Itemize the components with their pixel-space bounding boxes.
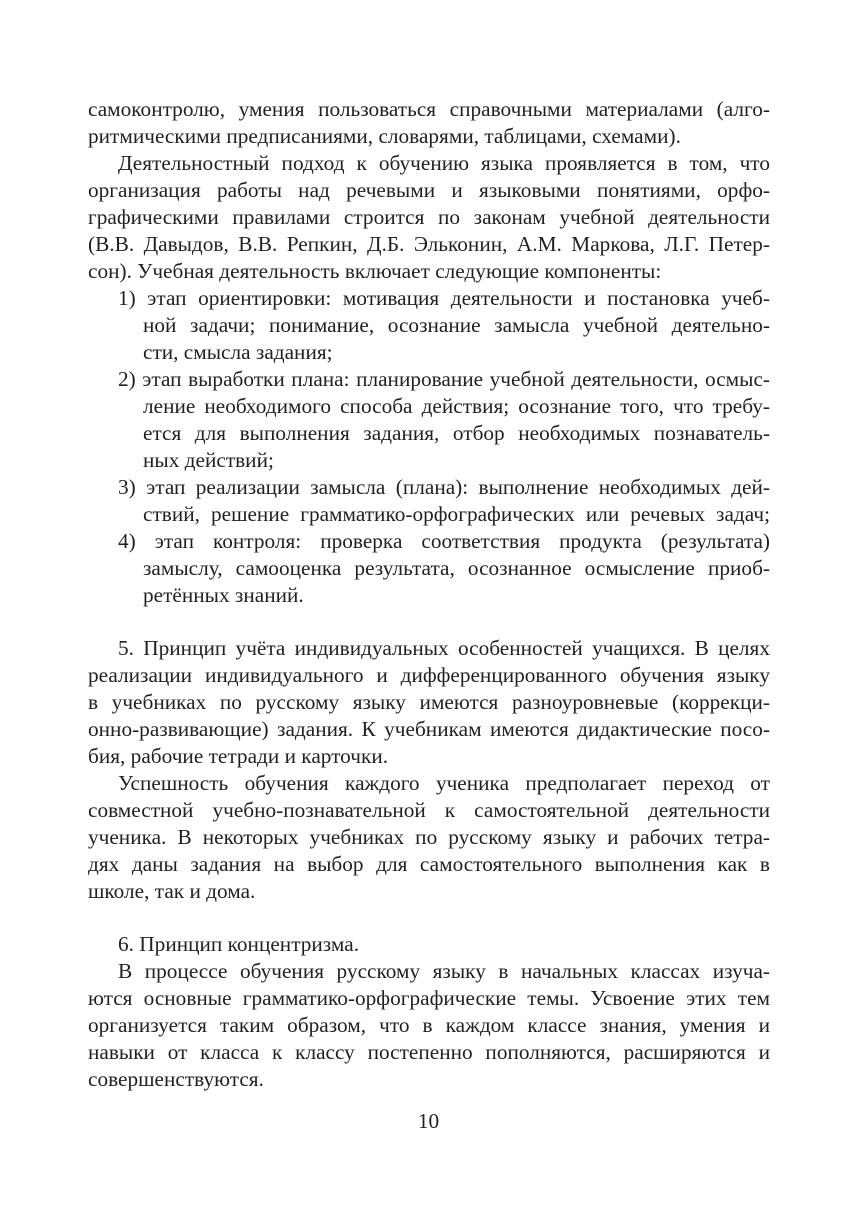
- text-line: сон). Учебная деятельность включает следующие компоненты:: [88, 259, 662, 283]
- text-line: 6. Принцип концентризма.: [118, 932, 360, 956]
- text-line: организуется таким образом, что в каждом классе знания, умения и: [88, 1013, 770, 1037]
- text-line: дях даны задания на выбор для самостоятельного выполнения как в: [88, 852, 770, 876]
- page-number: 10: [417, 1109, 440, 1133]
- text-line: ных действий;: [143, 448, 274, 472]
- list-item: [88, 366, 770, 474]
- section-gap: [88, 905, 770, 931]
- text-line: Успешность обучения каждого ученика предполагает переход от: [118, 771, 770, 795]
- list-item: [88, 285, 770, 366]
- text-line: замыслу, самооценка результата, осознанное осмысление приоб-: [143, 556, 770, 580]
- text-line: навыки от класса к классу постепенно пополняются, расширяются и: [88, 1040, 770, 1064]
- page-body: [88, 96, 770, 1093]
- paragraph: [88, 635, 770, 770]
- section-heading: [88, 931, 770, 958]
- text-line: 3) этап реализации замысла (плана): выполнение необходимых дей-: [118, 475, 770, 499]
- text-line: в учебниках по русскому языку имеются разноуровневые (коррекци-: [88, 690, 770, 714]
- text-line: 5. Принцип учёта индивидуальных особенностей учащихся. В целях: [118, 636, 770, 660]
- text-line: 4) этап контроля: проверка соответствия продукта (результата): [118, 529, 770, 553]
- text-line: школе, так и дома.: [88, 879, 256, 903]
- text-line: ритмическими предписаниями, словарями, таблицами, схемами).: [88, 124, 681, 148]
- text-line: бия, рабочие тетради и карточки.: [88, 744, 389, 768]
- text-line: ной задачи; понимание, осознание замысла учебной деятельно-: [143, 313, 770, 337]
- paragraph: [88, 770, 770, 905]
- text-line: ется для выполнения задания, отбор необходимых познаватель-: [143, 421, 770, 445]
- text-line: реализации индивидуального и дифференцированного обучения языку: [88, 663, 770, 687]
- text-line: (В.В. Давыдов, В.В. Репкин, Д.Б. Эльконин, А.М. Маркова, Л.Г. Петер-: [88, 232, 770, 256]
- text-line: 2) этап выработки плана: планирование учебной деятельности, осмыс-: [118, 367, 770, 391]
- text-line: совместной учебно-познавательной к самостоятельной деятельности: [88, 798, 770, 822]
- text-line: ученика. В некоторых учебниках по русскому языку и рабочих тетра-: [88, 825, 770, 849]
- text-line: ются основные грамматико-орфографические темы. Усвоение этих тем: [88, 986, 770, 1010]
- paragraph: [88, 958, 770, 1093]
- text-line: сти, смысла задания;: [143, 340, 333, 364]
- text-line: В процессе обучения русскому языку в начальных классах изуча-: [118, 959, 770, 983]
- list-item: [88, 528, 770, 609]
- section-gap: [88, 609, 770, 635]
- text-line: 1) этап ориентировки: мотивация деятельности и постановка учеб-: [118, 286, 770, 310]
- text-line: онно-развивающие) задания. К учебникам имеются дидактические посо-: [88, 717, 770, 741]
- components-list: [88, 285, 770, 609]
- paragraph-continuation: [88, 96, 770, 150]
- paragraph-activity-approach: [88, 150, 770, 285]
- text-line: Деятельностный подход к обучению языка проявляется в том, что: [118, 151, 770, 175]
- section-6: [88, 931, 770, 1093]
- text-line: графическими правилами строится по законам учебной деятельности: [88, 205, 770, 229]
- text-line: ление необходимого способа действия; осознание того, что требу-: [143, 394, 770, 418]
- text-line: организация работы над речевыми и языковыми понятиями, орфо-: [88, 178, 770, 202]
- text-line: самоконтролю, умения пользоваться справочными материалами (алго-: [88, 97, 770, 121]
- list-item: [88, 474, 770, 528]
- text-line: совершенствуются.: [88, 1067, 264, 1091]
- text-line: ствий, решение грамматико-орфографических или речевых задач;: [143, 502, 770, 526]
- section-5: [88, 635, 770, 905]
- text-line: ретённых знаний.: [143, 583, 304, 607]
